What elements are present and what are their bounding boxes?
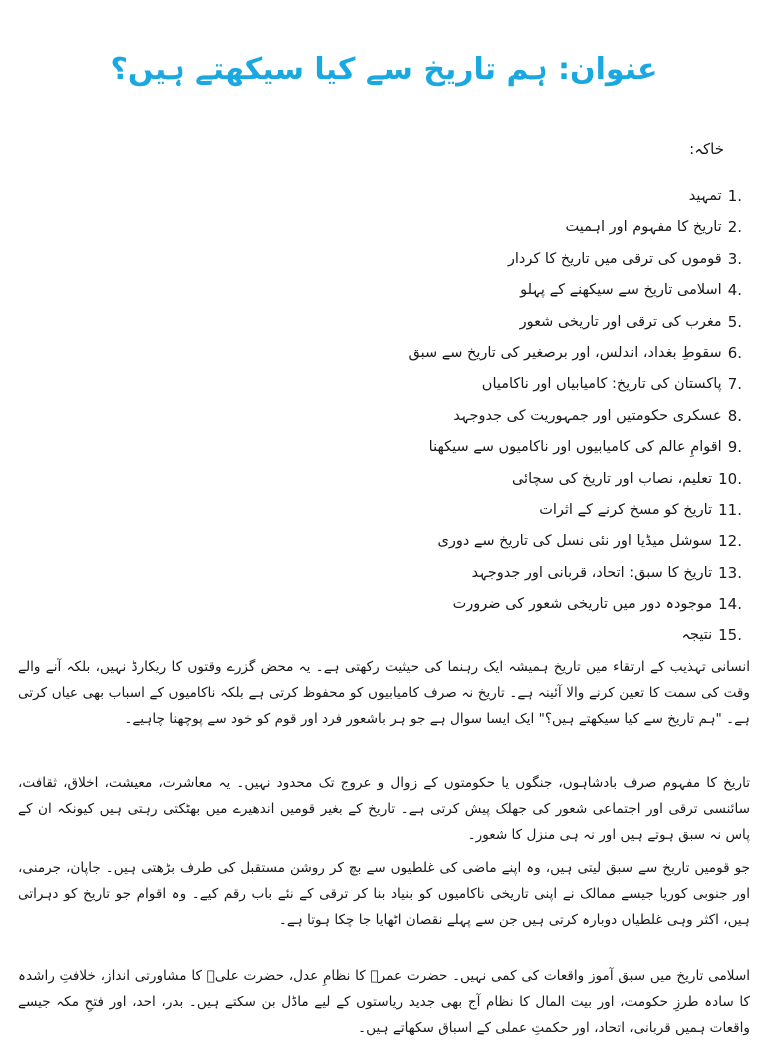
outline-item [409, 181, 743, 212]
outline-item [409, 369, 743, 400]
outline-item-number: 13. [718, 563, 742, 582]
page-title: عنوان: ہم تاریخ سے کیا سیکھتے ہیں؟ [110, 52, 658, 87]
outline-item [409, 526, 743, 557]
outline-item [409, 589, 743, 620]
outline-item-text: تاریخ کا مفہوم اور اہمیت [565, 219, 722, 236]
outline-item-text: اقوامِ عالم کی کامیابیوں اور ناکامیوں سے سیکھنا [428, 439, 722, 456]
outline-item [409, 464, 743, 495]
paragraph-meaning-of-history: تاریخ کا مفہوم صرف بادشاہوں، جنگوں یا حکومتوں کے زوال و عروج تک محدود نہیں۔ یہ معاشرت، معیشت، اخلاق، ثقافت، سائنسی ترقی اور اجتماعی شعور کی جھلک پیش کرتی ہے۔ تاریخ کے بغیر قومیں اندھیرے میں بھٹکتی رہتی ہیں کیونکہ ان کے پاس نہ سبق ہوتے ہیں اور نہ ہی منزل کا شعور۔ [18, 775, 750, 843]
outline-item [409, 275, 743, 306]
outline-item-text: تاریخ کا سبق: اتحاد، قربانی اور جدوجہد [471, 564, 713, 581]
outline-item-text: سوشل میڈیا اور نئی نسل کی تاریخ سے دوری [437, 533, 713, 550]
paragraph-islamic-history: اسلامی تاریخ میں سبق آموز واقعات کی کمی نہیں۔ حضرت عمرؓ کا نظامِ عدل، حضرت علیؓ کا مشاورتی انداز، خلافتِ راشدہ کا سادہ طرزِ حکومت، اور بیت المال کا نظام آج بھی جدید ریاستوں کے لیے ماڈل بن سکتے ہیں۔ بدر، احد، اور فتحِ مکہ جیسے واقعات ہمیں قربانی، اتحاد، اور حکمتِ عملی کے اسباق سکھاتے ہیں۔ [18, 968, 750, 1036]
outline-item-number: 7. [727, 375, 742, 394]
outline-item-number: 1. [727, 187, 742, 205]
outline-item-text: قوموں کی ترقی میں تاریخ کا کردار [507, 250, 722, 267]
outline-item-number: 15. [718, 626, 742, 645]
outline-list [409, 181, 743, 652]
outline-item-number: 2. [727, 218, 742, 237]
outline-item-number: 8. [727, 406, 742, 425]
outline-item-text: تمہید [688, 188, 722, 204]
outline-item-number: 10. [718, 469, 742, 488]
outline-item-text: سقوطِ بغداد، اندلس، اور برصغیر کی تاریخ سے سبق [408, 344, 722, 361]
outline-item [409, 558, 743, 589]
outline-item-number: 11. [718, 500, 742, 519]
outline-item [409, 401, 743, 432]
outline-item-text: مغرب کی ترقی اور تاریخی شعور [519, 313, 722, 330]
outline-item [409, 495, 743, 526]
outline-item-text: تعلیم، نصاب اور تاریخ کی سچائی [511, 470, 713, 487]
outline-item-text: موجودہ دور میں تاریخی شعور کی ضرورت [452, 596, 713, 613]
outline-item [409, 432, 743, 463]
outline-item-text: تاریخ کو مسخ کرنے کے اثرات [539, 501, 713, 518]
outline-item-number: 12. [718, 532, 742, 551]
outline-item-number: 6. [727, 343, 742, 362]
outline-item-number: 3. [727, 249, 742, 268]
outline-item [409, 212, 743, 243]
outline-item-number: 14. [718, 595, 742, 614]
outline-item-text: عسکری حکومتیں اور جمہوریت کی جدوجہد [453, 407, 722, 424]
paragraph-introduction: انسانی تہذیب کے ارتقاء میں تاریخ ہمیشہ ایک رہنما کی حیثیت رکھتی ہے۔ یہ محض گزرے وقتوں کا ریکارڈ نہیں، بلکہ آنے والے وقت کی سمت کا تعین کرنے والا آئینہ ہے۔ تاریخ نہ صرف کامیابیوں کو محفوظ کرتی ہے بلکہ ناکامیوں کے اسباب بھی عیاں کرتی ہے۔ "ہم تاریخ سے کیا سیکھتے ہیں؟" ایک ایسا سوال ہے جو ہر باشعور فرد اور قوم کو خود سے پوچھنا چاہیے۔ [18, 659, 750, 727]
outline-item [409, 244, 743, 275]
outline-label: خاکہ: [689, 140, 724, 158]
outline-item-number: 4. [727, 281, 742, 300]
outline-item-number: 5. [727, 312, 742, 331]
outline-item-number: 9. [727, 438, 742, 457]
outline-item [409, 307, 743, 338]
outline-item-text: نتیجہ [681, 627, 713, 644]
paragraph-role-in-nations: جو قومیں تاریخ سے سبق لیتی ہیں، وہ اپنے ماضی کی غلطیوں سے بچ کر روشن مستقبل کی طرف بڑھتی ہیں۔ جاپان، جرمنی، اور جنوبی کوریا جیسے ممالک نے اپنی تاریخی ناکامیوں کو بنیاد بنا کر ترقی کے نئے باب رقم کیے۔ وہ اقوام جو تاریخ کو دہراتی ہیں، اکثر وہی غلطیاں دوبارہ کرتی ہیں جن سے پہلے نقصان اٹھایا جا چکا ہوتا ہے۔ [18, 860, 750, 928]
outline-item [409, 620, 743, 651]
outline-item-text: اسلامی تاریخ سے سیکھنے کے پہلو [520, 282, 722, 299]
outline-item-text: پاکستان کی تاریخ: کامیابیاں اور ناکامیاں [481, 376, 722, 393]
outline-item [409, 338, 743, 369]
